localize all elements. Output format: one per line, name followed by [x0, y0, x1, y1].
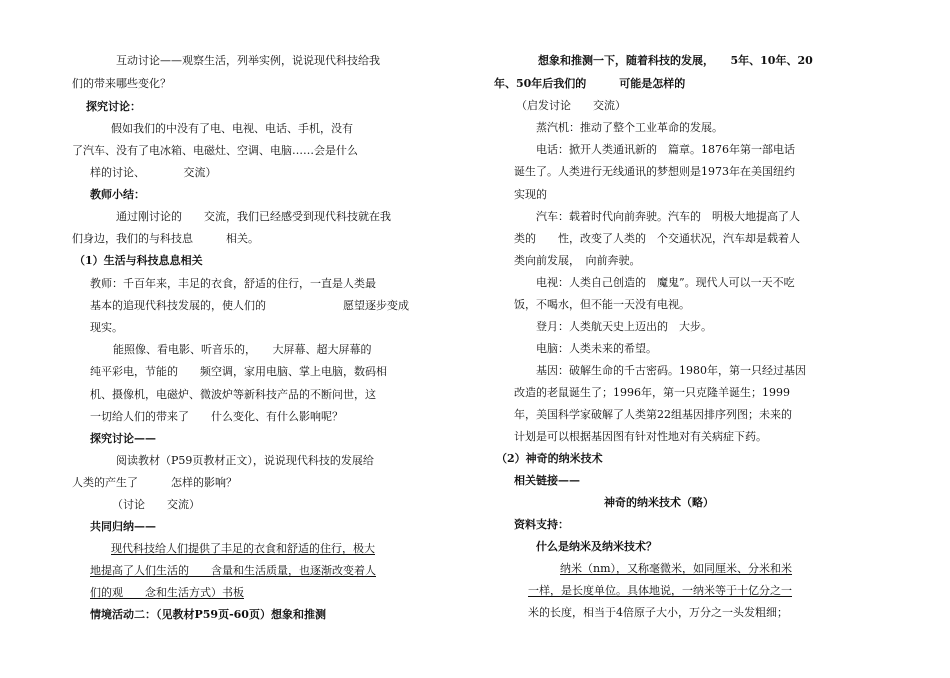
- text-line: 能照像、看电影、听音乐的， 大屏幕、超大屏幕的: [113, 343, 372, 356]
- section-heading: （1）生活与科技息息相关: [74, 254, 203, 267]
- underlined-summary-line: 现代科技给人们提供了丰足的衣食和舒适的住行，极大: [111, 542, 375, 555]
- section-heading: （2）神奇的纳米技术: [496, 452, 603, 465]
- text-line: 年，美国科学家破解了人类第22组基因排序列图；未来的: [514, 408, 792, 421]
- text-line: 们身边，我们的与科技息 相关。: [72, 232, 259, 245]
- text-line: 电脑：人类未来的希望。: [536, 342, 657, 355]
- text-line: 样的讨论、 交流）: [90, 166, 217, 179]
- text-line: 米的长度，相当于4倍原子大小，万分之一头发粗细；: [528, 606, 788, 619]
- text-line: 纯平彩电，节能的 频空调，家用电脑、掌上电脑，数码相: [90, 365, 387, 378]
- text-line: 教师小结：: [90, 188, 145, 201]
- text-line: 教师：千百年来，丰足的衣食，舒适的住行，一直是人类最: [90, 277, 376, 290]
- text-line: 相关链接——: [514, 474, 580, 487]
- text-line: 们的带来哪些变化？: [72, 77, 171, 90]
- text-line: 饭，不喝水，但不能一天没有电视。: [514, 298, 690, 311]
- text-line: 互动讨论——观察生活，列举实例，说说现代科技给我: [116, 54, 380, 67]
- text-line: 基本的追现代科技发展的，使人们的 愿望逐步变成: [90, 299, 409, 312]
- underlined-summary-line: 们的观 念和生活方式）书板: [90, 586, 244, 599]
- text-line: 电话：掀开人类通讯新的 篇章。1876年第一部电话: [536, 143, 795, 156]
- text-line: 登月：人类航天史上迈出的 大步。: [536, 320, 712, 333]
- text-line: 共同归纳——: [90, 520, 156, 533]
- text-line: 阅读教材（P59页教材正文），说说现代科技的发展给: [116, 454, 374, 467]
- text-line: 假如我们的中没有了电、电视、电话、手机，没有: [111, 122, 353, 135]
- text-line: 年、50年后我们的 可能是怎样的: [494, 77, 686, 90]
- underlined-summary-line: 地提高了人们生活的 含量和生活质量，也逐渐改变着人: [90, 564, 376, 577]
- text-line: 资料支持：: [514, 518, 569, 531]
- text-line: 一切给人们的带来了 什么变化、有什么影响呢？: [90, 410, 343, 423]
- text-line: 改造的老鼠诞生了；1996年，第一只克隆羊诞生；1999: [514, 386, 790, 399]
- text-line: 情境活动二：（见教材P59页-60页）想象和推测: [90, 608, 326, 621]
- text-line: 人类的产生了 怎样的影响？: [72, 476, 237, 489]
- underlined-definition-line: 纳米（nm），又称毫微米，如同厘米、分米和米: [560, 562, 793, 575]
- text-line: 类的 性，改变了人类的 个交通状况，汽车却是载着人: [514, 232, 800, 245]
- underlined-definition-line: 一样，是长度单位。具体地说，一纳米等于十亿分之一: [528, 584, 792, 597]
- text-line: 实现的: [514, 188, 547, 201]
- text-line: 现实。: [90, 321, 123, 334]
- text-line: 探究讨论：: [86, 100, 141, 113]
- text-line: 基因：破解生命的千古密码。1980年，第一只经过基因: [536, 364, 806, 377]
- text-line: 电视：人类自己创造的 魔鬼”。现代人可以一天不吃: [536, 276, 795, 289]
- text-line: 蒸汽机：推动了整个工业革命的发展。: [536, 121, 723, 134]
- text-line: 诞生了。人类进行无线通讯的梦想则是1973年在美国纽约: [514, 165, 795, 178]
- text-line: 什么是纳米及纳米技术？: [536, 540, 657, 553]
- text-line: 机、摄像机，电磁炉、微波炉等新科技产品的不断问世，这: [90, 388, 376, 401]
- text-line: 类向前发展， 向前奔驶。: [514, 254, 641, 267]
- text-line: （讨论 交流）: [112, 498, 200, 511]
- text-line: 通过刚讨论的 交流，我们已经感受到现代科技就在我: [116, 210, 391, 223]
- text-line: 汽车：载着时代向前奔驶。汽车的 明极大地提高了人: [536, 210, 800, 223]
- text-line: 计划是可以根据基因图有针对性地对有关病症下药。: [514, 430, 767, 443]
- text-line: （启发讨论 交流）: [516, 99, 626, 112]
- text-line: 想象和推测一下，随着科技的发展， 5年、10年、20: [538, 54, 813, 67]
- text-line: 了汽车、没有了电冰箱、电磁灶、空调、电脑……会是什么: [72, 144, 358, 157]
- text-line: 探究讨论——: [90, 432, 156, 445]
- centered-subheading: 神奇的纳米技术（略）: [604, 496, 714, 509]
